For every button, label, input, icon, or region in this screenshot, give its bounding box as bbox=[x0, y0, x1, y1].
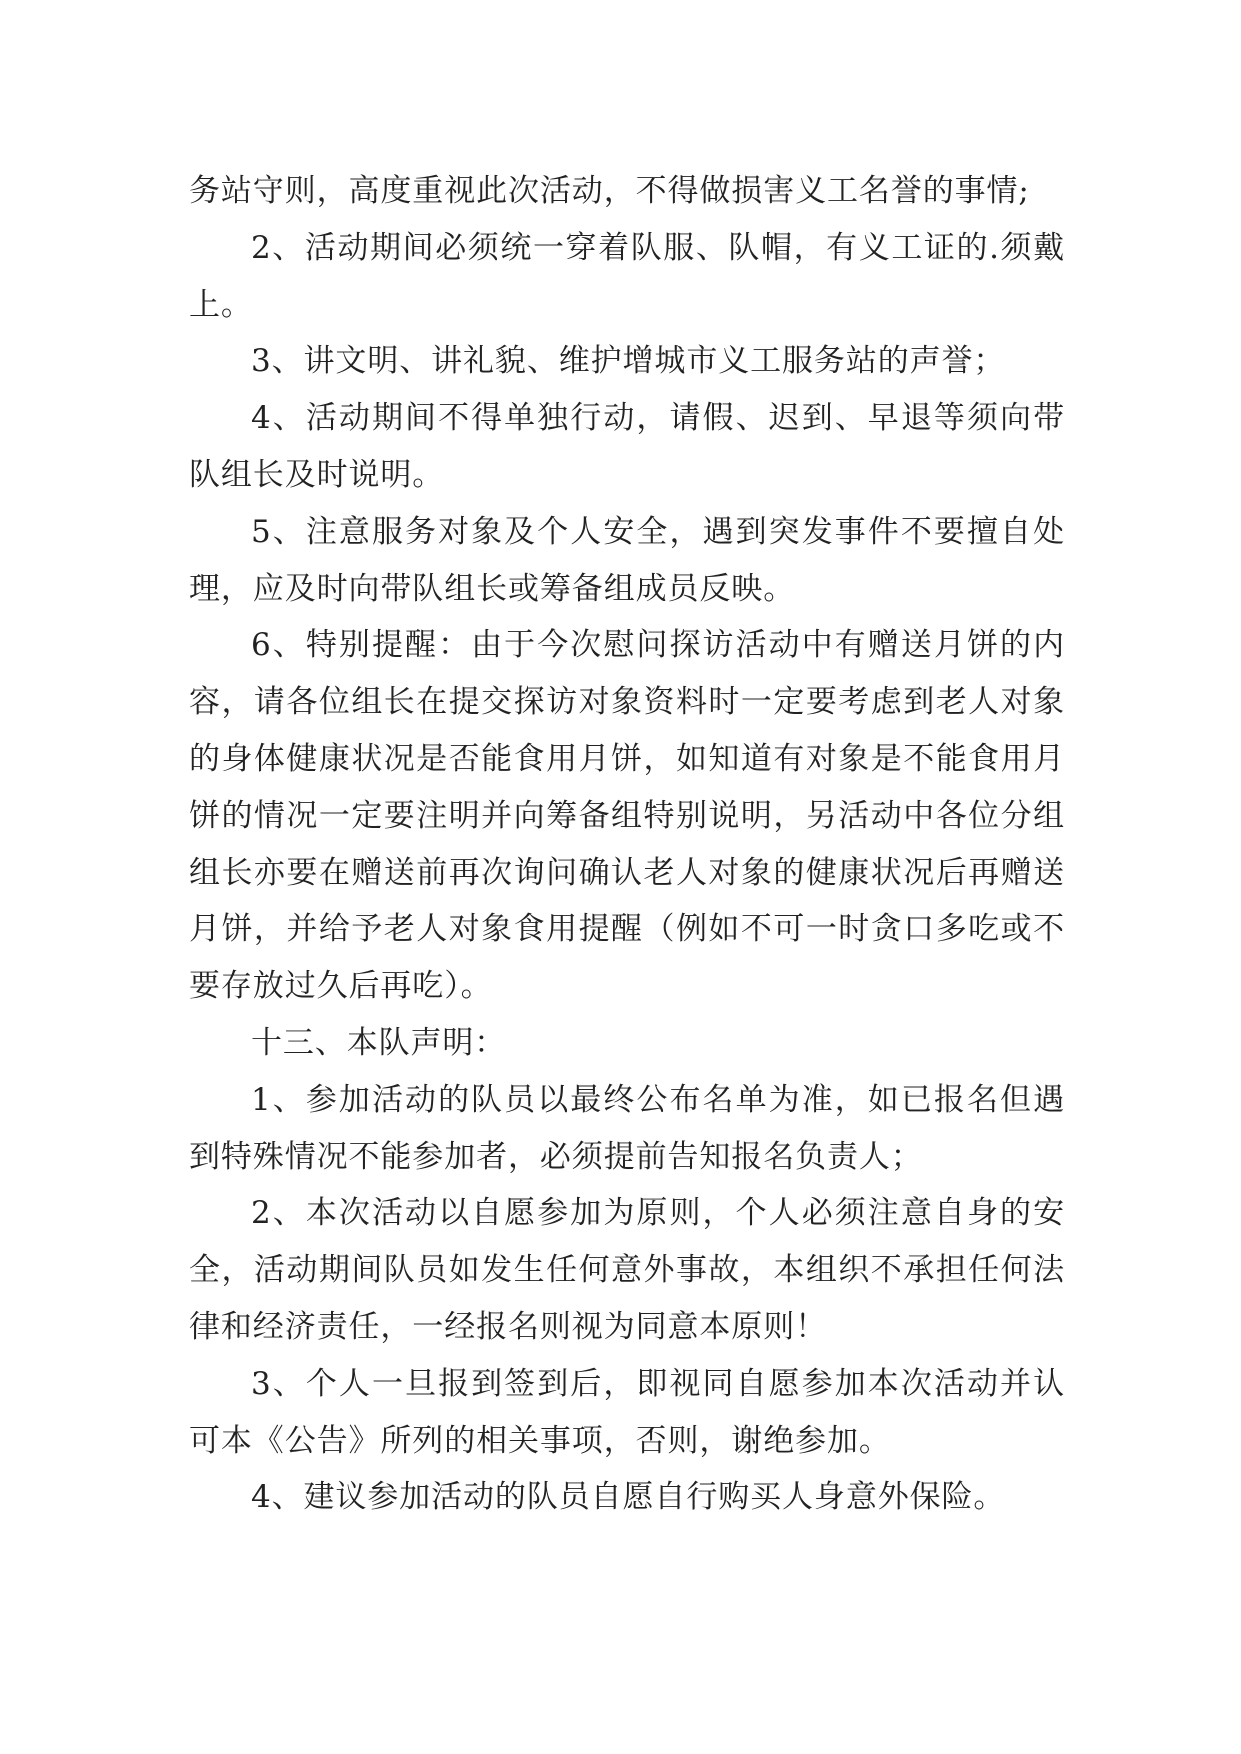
section-heading: 十三、本队声明： bbox=[251, 1024, 507, 1061]
paragraph: 务站守则，高度重视此次活动，不得做损害义工名誉的事情; bbox=[189, 173, 1030, 209]
document-body bbox=[189, 163, 1065, 1526]
paragraph: 5、注意服务对象及个人安全，遇到突发事件不要擅自处理，应及时向带队组长或筹备组成员反映。 bbox=[189, 513, 1065, 607]
paragraph: 3、讲文明、讲礼貌、维护增城市义工服务站的声誉； bbox=[251, 343, 1006, 380]
paragraph: 4、建议参加活动的队员自愿自行购买人身意外保险。 bbox=[251, 1479, 1006, 1516]
paragraph: 1、参加活动的队员以最终公布名单为准，如已报名但遇到特殊情况不能参加者，必须提前告知报名负责人； bbox=[189, 1081, 1065, 1175]
paragraph: 2、活动期间必须统一穿着队服、队帽，有义工证的.须戴上。 bbox=[189, 229, 1065, 323]
paragraph: 3、个人一旦报到签到后，即视同自愿参加本次活动并认可本《公告》所列的相关事项，否则，谢绝参加。 bbox=[189, 1365, 1065, 1459]
paragraph: 4、活动期间不得单独行动，请假、迟到、早退等须向带队组长及时说明。 bbox=[189, 400, 1065, 493]
paragraph: 2、本次活动以自愿参加为原则，个人必须注意自身的安全，活动期间队员如发生任何意外事故，本组织不承担任何法律和经济责任，一经报名则视为同意本原则！ bbox=[189, 1195, 1065, 1345]
paragraph: 6、特别提醒：由于今次慰问探访活动中有赠送月饼的内容，请各位组长在提交探访对象资料时一定要考虑到老人对象的身体健康状况是否能食用月饼，如知道有对象是不能食用月饼的情况一定要注明并向筹备组特别说明，另活动中各位分组组长亦要在赠送前再次询问确认老人对象的健康状况后再赠送月饼，并给予老人对象食用提醒（例如不可一时贪口多吃或不要存放过久后再吃）。 bbox=[189, 627, 1065, 1005]
